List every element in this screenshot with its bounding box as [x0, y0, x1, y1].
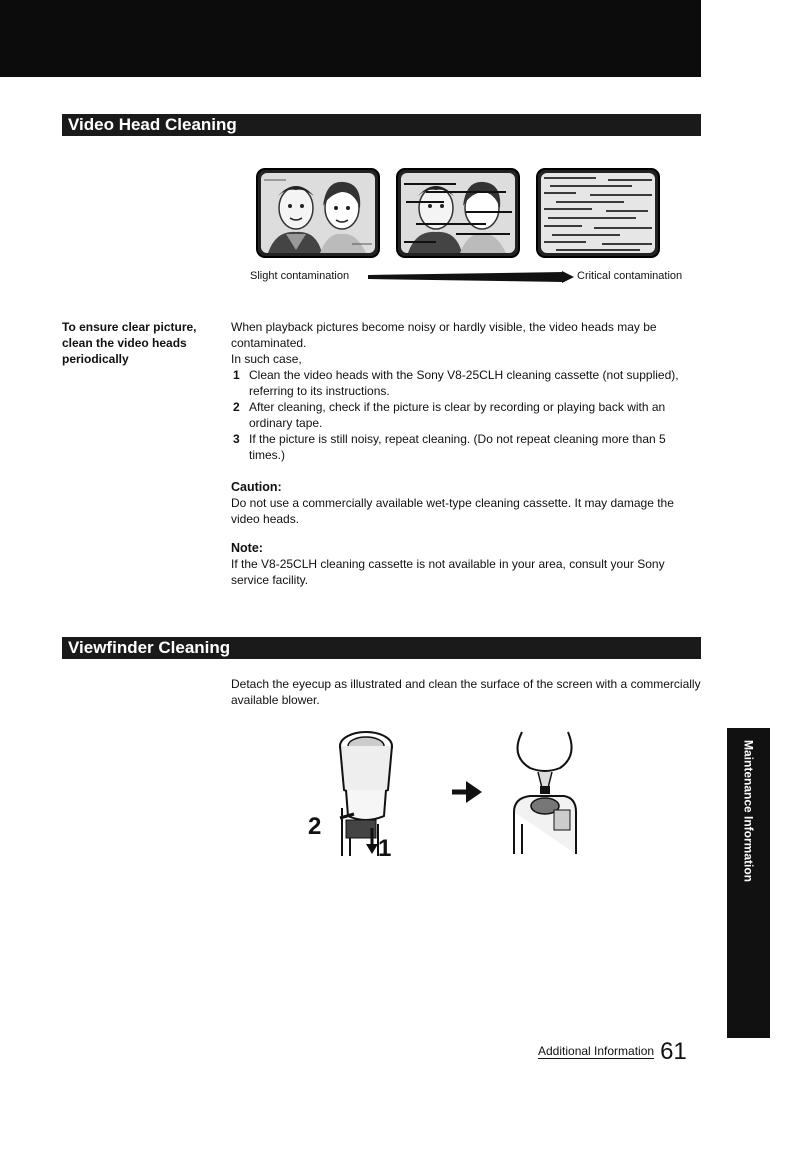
tv-slight-contamination-image	[256, 168, 380, 258]
intro-paragraph: When playback pictures become noisy or hardly visible, the video heads may be contaminated.	[231, 320, 657, 350]
critical-contamination-label: Critical contamination	[577, 270, 683, 282]
page-number: 61	[660, 1038, 687, 1065]
note-block	[231, 540, 701, 588]
step-number: 1	[233, 368, 240, 382]
step-text: After cleaning, check if the picture is clear by recording or playing back with an ordinary tape.	[249, 400, 666, 430]
note-label: Note:	[231, 541, 263, 555]
step-text: If the picture is still noisy, repeat cleaning. (Do not repeat cleaning more than 5 times.)	[249, 432, 666, 462]
section-title-video-head-cleaning: Video Head Cleaning	[62, 114, 701, 136]
step-number: 3	[233, 432, 240, 446]
page-footer	[538, 1038, 687, 1066]
tv-critical-contamination-image	[536, 168, 660, 258]
side-tab-label: Maintenance Information	[741, 740, 756, 883]
caution-text: Do not use a commercially available wet-type cleaning cassette. It may damage the video heads.	[231, 496, 674, 526]
step-text: Clean the video heads with the Sony V8-25CLH cleaning cassette (not supplied), referring to its instructions.	[249, 368, 679, 398]
step-number: 2	[233, 400, 240, 414]
footer-section-label: Additional Information	[538, 1044, 655, 1058]
callout-2: 2	[308, 813, 322, 840]
eyecup-detach-illustration	[306, 728, 426, 860]
section-title-viewfinder-cleaning: Viewfinder Cleaning	[62, 637, 701, 659]
note-text: If the V8-25CLH cleaning cassette is not available in your area, consult your Sony service facility.	[231, 557, 665, 587]
callout-1: 1	[378, 835, 392, 860]
step-arrow-icon	[450, 778, 484, 806]
viewfinder-paragraph: Detach the eyecup as illustrated and clean the surface of the screen with a commercially available blower.	[231, 677, 701, 707]
viewfinder-instructions	[231, 676, 701, 708]
video-head-instructions	[231, 319, 701, 463]
tv-medium-contamination-image	[396, 168, 520, 258]
caution-label: Caution:	[231, 480, 282, 494]
step-item	[231, 399, 701, 431]
top-black-band	[0, 0, 701, 77]
caution-block	[231, 479, 701, 527]
cleaning-steps-list	[231, 367, 701, 463]
blower-cleaning-illustration	[500, 728, 590, 856]
step-item	[231, 367, 701, 399]
contamination-scale-arrow	[368, 270, 574, 284]
slight-contamination-label: Slight contamination	[250, 270, 350, 282]
side-heading: To ensure clear picture, clean the video heads periodically	[62, 320, 197, 366]
intro-lead-in: In such case,	[231, 352, 302, 366]
step-item	[231, 431, 701, 463]
side-tab-maintenance-information	[727, 728, 770, 1038]
